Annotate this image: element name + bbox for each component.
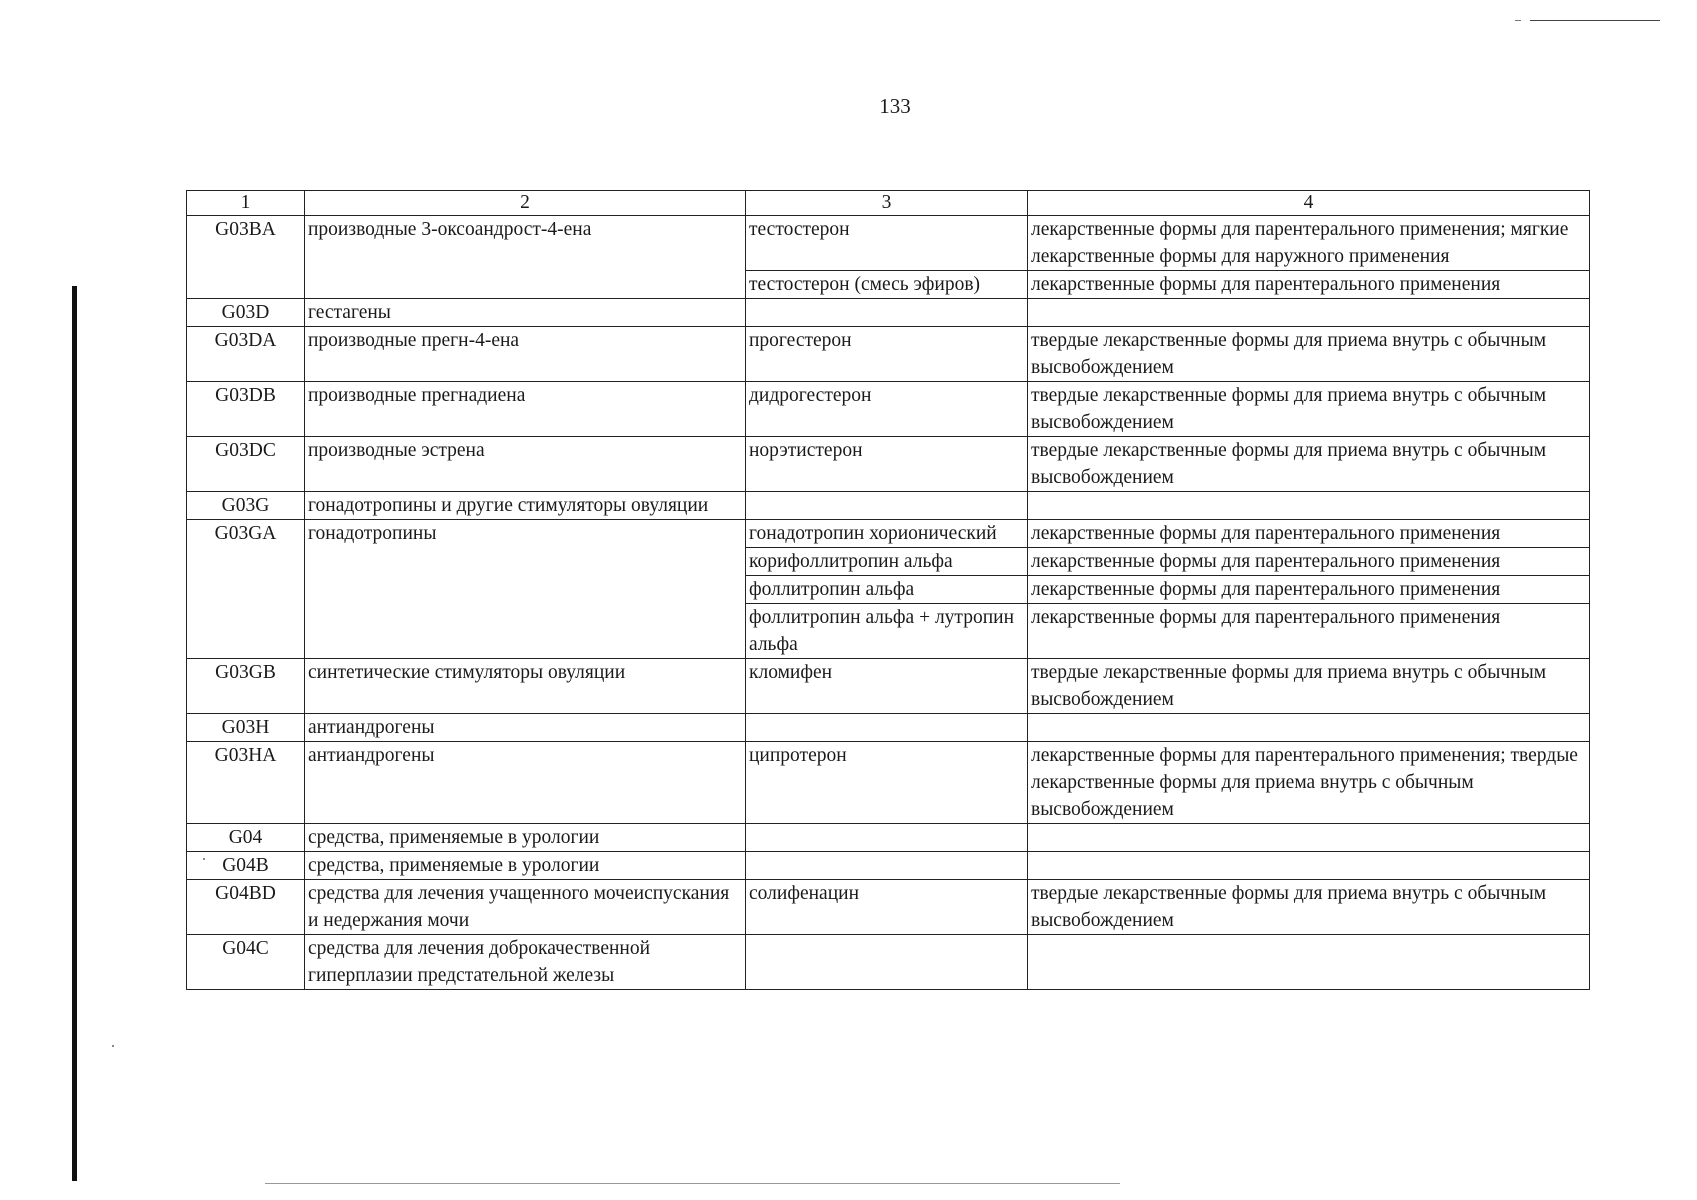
dosage-form: твердые лекарственные формы для приема внутрь с обычным высвобождением bbox=[1028, 437, 1590, 492]
empty-cell bbox=[1028, 852, 1590, 880]
table-row bbox=[187, 327, 1590, 382]
dosage-form: лекарственные формы для парентерального применения bbox=[1028, 271, 1590, 299]
dosage-form: твердые лекарственные формы для приема внутрь с обычным высвобождением bbox=[1028, 382, 1590, 437]
group-name: синтетические стимуляторы овуляции bbox=[305, 659, 746, 714]
empty-cell bbox=[1028, 492, 1590, 520]
group-name: гестагены bbox=[305, 299, 746, 327]
atc-code: G03GB bbox=[187, 659, 305, 714]
drug-name: кломифен bbox=[746, 659, 1028, 714]
group-name: антиандрогены bbox=[305, 714, 746, 742]
page-number: 133 bbox=[879, 94, 911, 118]
table-row bbox=[187, 492, 1590, 520]
atc-code: G04B bbox=[187, 852, 305, 880]
atc-code: G03GA bbox=[187, 520, 305, 659]
group-name: гонадотропины и другие стимуляторы овуляции bbox=[305, 492, 746, 520]
atc-code: G03BA bbox=[187, 216, 305, 299]
table-row bbox=[187, 852, 1590, 880]
header-col-4: 4 bbox=[1028, 191, 1590, 216]
empty-cell bbox=[1028, 824, 1590, 852]
table-row bbox=[187, 299, 1590, 327]
table-row bbox=[187, 216, 1590, 271]
group-name: производные прегнадиена bbox=[305, 382, 746, 437]
drug-name: солифенацин bbox=[746, 880, 1028, 935]
dosage-form: твердые лекарственные формы для приема внутрь с обычным высвобождением bbox=[1028, 880, 1590, 935]
group-name: гонадотропины bbox=[305, 520, 746, 659]
scan-mark bbox=[1515, 20, 1521, 21]
header-col-2: 2 bbox=[305, 191, 746, 216]
table-row bbox=[187, 437, 1590, 492]
table-row bbox=[187, 880, 1590, 935]
dosage-form: лекарственные формы для парентерального применения; твердые лекарственные формы для приема внутрь с обычным высвобождением bbox=[1028, 742, 1590, 824]
empty-cell bbox=[746, 492, 1028, 520]
scan-speck bbox=[112, 1045, 114, 1047]
group-name: антиандрогены bbox=[305, 742, 746, 824]
empty-cell bbox=[1028, 299, 1590, 327]
group-name: производные эстрена bbox=[305, 437, 746, 492]
atc-code: G04C bbox=[187, 935, 305, 990]
atc-code: G03DC bbox=[187, 437, 305, 492]
group-name: средства для лечения учащенного мочеиспускания и недержания мочи bbox=[305, 880, 746, 935]
drug-name: гонадотропин хорионический bbox=[746, 520, 1028, 548]
drug-name: фоллитропин альфа bbox=[746, 576, 1028, 604]
table-row bbox=[187, 659, 1590, 714]
atc-code: G03HA bbox=[187, 742, 305, 824]
table-row bbox=[187, 935, 1590, 990]
empty-cell bbox=[746, 935, 1028, 990]
bottom-rule bbox=[265, 1183, 1120, 1184]
atc-code: G03DA bbox=[187, 327, 305, 382]
empty-cell bbox=[746, 824, 1028, 852]
dosage-form: твердые лекарственные формы для приема внутрь с обычным высвобождением bbox=[1028, 659, 1590, 714]
drug-name: прогестерон bbox=[746, 327, 1028, 382]
atc-code: G03D bbox=[187, 299, 305, 327]
table-row bbox=[187, 742, 1590, 824]
drug-name: корифоллитропин альфа bbox=[746, 548, 1028, 576]
empty-cell bbox=[746, 852, 1028, 880]
table-row bbox=[187, 714, 1590, 742]
drug-classification-table bbox=[186, 190, 1590, 990]
table-header-row bbox=[187, 191, 1590, 216]
atc-code: G03H bbox=[187, 714, 305, 742]
dosage-form: твердые лекарственные формы для приема внутрь с обычным высвобождением bbox=[1028, 327, 1590, 382]
atc-code: G03DB bbox=[187, 382, 305, 437]
group-name: средства, применяемые в урологии bbox=[305, 852, 746, 880]
atc-code: G03G bbox=[187, 492, 305, 520]
dosage-form: лекарственные формы для парентерального применения bbox=[1028, 548, 1590, 576]
dosage-form: лекарственные формы для парентерального применения; мягкие лекарственные формы для наружного применения bbox=[1028, 216, 1590, 271]
header-col-1: 1 bbox=[187, 191, 305, 216]
dosage-form: лекарственные формы для парентерального применения bbox=[1028, 604, 1590, 659]
empty-cell bbox=[746, 714, 1028, 742]
drug-name: ципротерон bbox=[746, 742, 1028, 824]
top-rule bbox=[1530, 20, 1660, 21]
dosage-form: лекарственные формы для парентерального применения bbox=[1028, 520, 1590, 548]
group-name: средства, применяемые в урологии bbox=[305, 824, 746, 852]
table-row bbox=[187, 382, 1590, 437]
group-name: производные прегн-4-ена bbox=[305, 327, 746, 382]
empty-cell bbox=[1028, 714, 1590, 742]
header-col-3: 3 bbox=[746, 191, 1028, 216]
group-name: производные 3-оксоандрост-4-ена bbox=[305, 216, 746, 299]
empty-cell bbox=[746, 299, 1028, 327]
group-name: средства для лечения доброкачественной гиперплазии предстательной железы bbox=[305, 935, 746, 990]
table-row bbox=[187, 824, 1590, 852]
drug-name: тестостерон bbox=[746, 216, 1028, 271]
dosage-form: лекарственные формы для парентерального применения bbox=[1028, 576, 1590, 604]
empty-cell bbox=[1028, 935, 1590, 990]
drug-name: дидрогестерон bbox=[746, 382, 1028, 437]
table-row bbox=[187, 520, 1590, 548]
atc-code: G04 bbox=[187, 824, 305, 852]
drug-name: фоллитропин альфа + лутропин альфа bbox=[746, 604, 1028, 659]
drug-name: тестостерон (смесь эфиров) bbox=[746, 271, 1028, 299]
scan-edge-bar bbox=[72, 286, 77, 1181]
drug-name: норэтистерон bbox=[746, 437, 1028, 492]
atc-code: G04BD bbox=[187, 880, 305, 935]
